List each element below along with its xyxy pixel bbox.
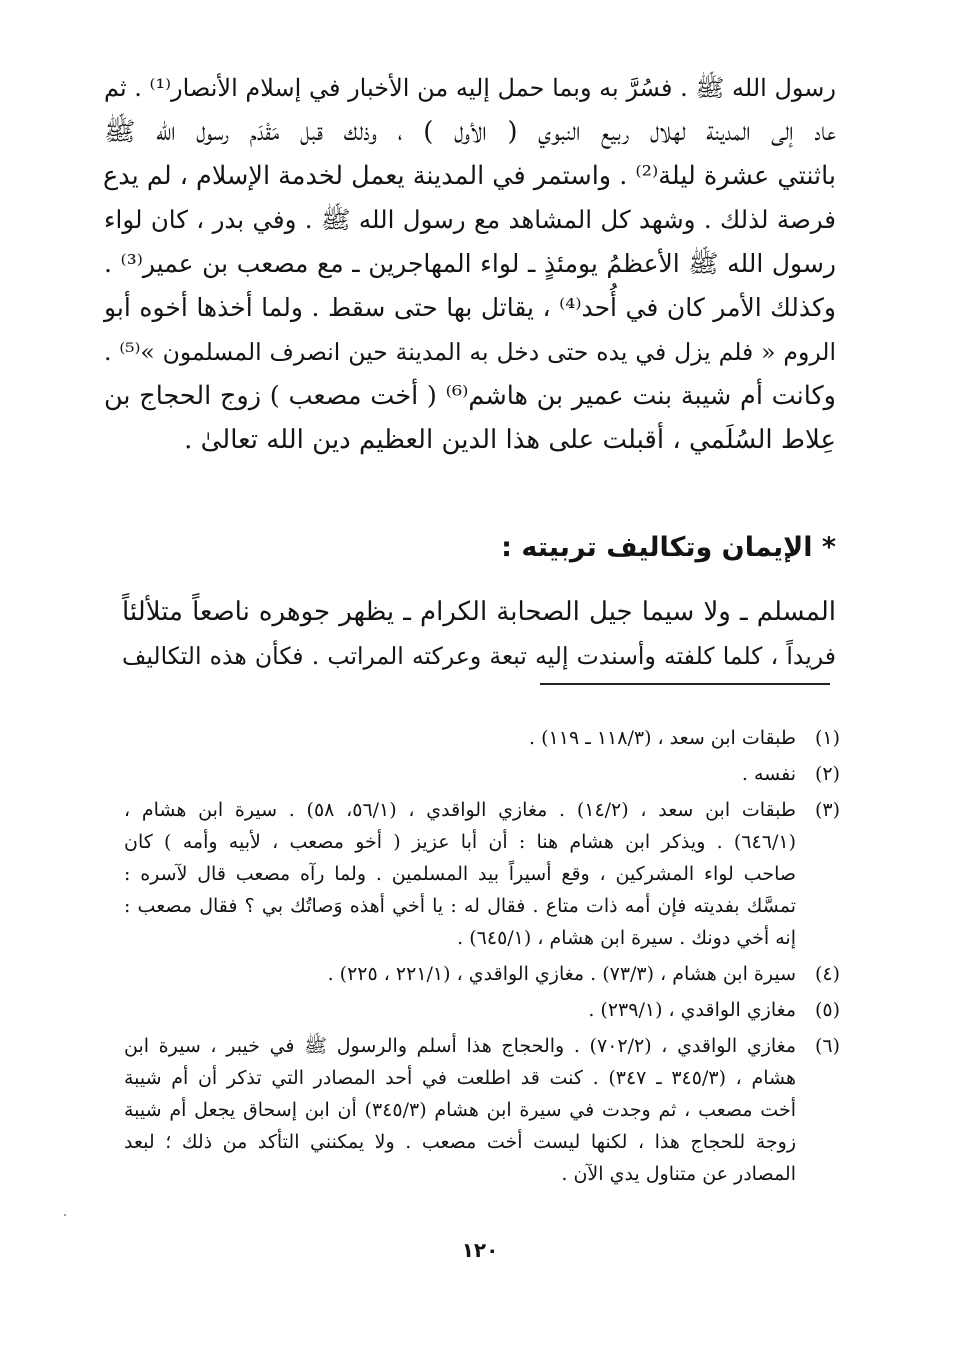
text-line: الروم « فلم يزل في يده حتى دخل به المدينة حين انصرف المسلمون »⁽⁵⁾ . <box>104 338 836 366</box>
text-line: عِلاط السُلَمي ، أقبلت على هذا الدين العظيم دين الله تعالىٰ . <box>184 425 836 455</box>
footnote-line: طبقات ابن سعد ، (١١٨/٣ ـ ١١٩) . <box>529 727 796 749</box>
footnote <box>124 958 840 990</box>
footnotes <box>124 722 840 1194</box>
footnote-line: أخت مصعب ، ثم وجدت في سيرة ابن هشام (٣٤٥/٣) أن ابن إسحاق يجعل أم شيبة <box>124 1099 796 1121</box>
footnote <box>124 794 840 954</box>
footnote-number: (١) <box>814 727 840 749</box>
footnote-number: (٦) <box>814 1035 840 1057</box>
footnote-line: (٦٤٦/١) . ويذكر ابن هشام هنا : أن أبا عزيز ( أخو مصعب ، لأبيه وأمه ) كان <box>124 831 796 853</box>
text-line: فرصة لذلك . وشهد كل المشاهد مع رسول الله ﷺ . وفي بدر ، كان لواء <box>104 205 836 234</box>
footnote-line: صاحب لواء المشركين ، وقع أسيراً بيد المسلمين . ولما رآه مصعب قال لآسره : <box>124 863 796 885</box>
text-line: رسول الله ﷺ . فسُرَّ به وبما حمل إليه من الأخبار في إسلام الأنصار⁽¹⁾ . ثم <box>104 74 836 102</box>
footnote-line: نفسه . <box>741 763 796 785</box>
footnote-number: (٥) <box>814 999 840 1021</box>
footnote-number: (٣) <box>814 799 840 821</box>
footnote-line: مغازي الواقدي ، (٧٠٢/٢) . والحجاج هذا أسلم والرسول ﷺ في خيبر ، سيرة ابن <box>124 1035 796 1057</box>
page-number: ١٢٠ <box>461 1238 499 1262</box>
footnote-line: سيرة ابن هشام ، (٧٣/٣) . مغازي الواقدي ، (٢٢١/١ ، ٢٢٥) . <box>327 963 796 985</box>
footnote-line: طبقات ابن سعد ، (١٤/٢) . مغازي الواقدي ، (٥٦/١، ٥٨) . سيرة ابن هشام ، <box>124 799 797 821</box>
scan-speck <box>64 1214 66 1216</box>
section-heading: * الإيمان وتكاليف تربيته : <box>501 532 836 563</box>
footnote-line: تمسَّك بفديته فإن أمه ذات متاع . فقال له : يا أخي أهذه وَصاتُك بي ؟ فقال مصعب : <box>124 895 796 917</box>
footnote-line: مغازي الواقدي ، (٢٣٩/١) . <box>588 999 796 1021</box>
section-paragraph <box>122 590 836 678</box>
text-line: عاد إلى المدينة لهلال ربيع النبوي ( الأول ) ، وذلك قبل مَقْدَم رسول الله ﷺ <box>104 117 836 147</box>
footnote <box>124 994 840 1026</box>
footnote-number: (٢) <box>814 763 840 785</box>
footnote <box>124 758 840 790</box>
footnote <box>124 722 840 754</box>
footnote-line: المصادر عن متناول يدي الآن . <box>561 1163 796 1185</box>
footnote-line: إنه أخي دونك . سيرة ابن هشام ، (٦٤٥/١) . <box>457 927 796 949</box>
footnote <box>124 1030 840 1190</box>
main-paragraph <box>104 66 836 462</box>
text-line: رسول الله ﷺ الأعظمُ يومئذٍ ـ لواء المهاجرين ـ مع مصعب بن عمير⁽³⁾ . <box>104 249 836 278</box>
text-line: وكانت أم شيبة بنت عمير بن هاشم⁽⁶⁾ ( أخت مصعب ) زوج الحجاج بن <box>104 381 836 411</box>
text-line: المسلم ـ ولا سيما جيل الصحابة الكرام ـ يظهر جوهره ناصعاً متلألئاً <box>122 597 836 627</box>
footnote-line: زوجة للحجاج هذا ، لكنها ليست أخت مصعب . ولا يمكنني التأكد من ذلك ؛ لبعد <box>124 1131 796 1153</box>
footnote-separator <box>540 683 830 685</box>
text-line: وكذلك الأمر كان في أُحد⁽⁴⁾ ، يقاتل بها حتى سقط . ولما أخذها أخوه أبو <box>104 293 836 322</box>
footnote-number: (٤) <box>814 963 840 985</box>
footnote-line: هشام ، (٣٤٥/٣ ـ ٣٤٧) . كنت قد اطلعت في أحد المصادر التي تذكر أن أم شيبة <box>124 1067 796 1089</box>
text-line: فريداً ، كلما كلفته وأسندت إليه تبعة وعركته المراتب . فكأن هذه التكاليف <box>122 642 836 670</box>
text-line: باثنتي عشرة ليلة⁽²⁾ . واستمر في المدينة يعمل لخدمة الإسلام ، لم يدع <box>103 161 836 191</box>
